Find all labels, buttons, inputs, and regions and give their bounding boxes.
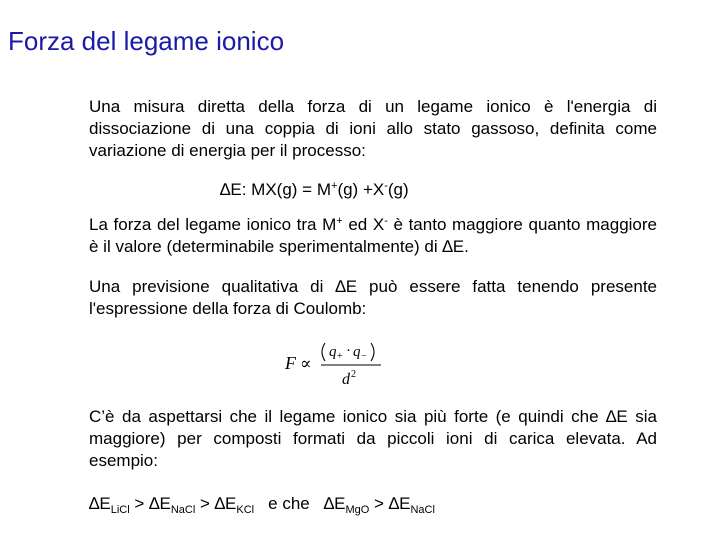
greater-than-3: > — [369, 494, 389, 513]
p2-cation-charge: + — [336, 215, 343, 227]
equation-lhs: ∆E: MX(g) = M — [220, 180, 331, 199]
formula-q1: q — [329, 344, 337, 360]
sub-licl: LiCl — [110, 504, 130, 516]
anion-charge: - — [384, 180, 388, 192]
formula-open-paren — [322, 343, 325, 361]
formula-q1-sub: + — [337, 351, 343, 362]
paragraph-dissociation-energy: Una misura diretta della forza di un legame ionico è l'energia di dissociazione di una coppia di ioni allo stato gassoso, definita come variazione di energia per il processo: — [89, 97, 657, 160]
sub-mgo: MgO — [345, 504, 370, 516]
delta-e-3: ∆E — [214, 494, 237, 513]
dissociation-equation — [220, 180, 409, 200]
energy-comparison — [89, 494, 435, 514]
formula-d: d — [342, 371, 350, 388]
p2-text-c: è tanto maggiore quanto maggiore è il valore (determinabile sperimentalmente) di ∆E. — [89, 215, 657, 256]
slide-title: Forza del legame ionico — [8, 26, 285, 56]
equation-mid: (g) +X — [337, 180, 385, 199]
delta-e-4: ∆E — [323, 494, 346, 513]
p2-anion-charge: - — [384, 215, 388, 227]
equation-end: (g) — [387, 180, 409, 199]
delta-e-5: ∆E — [388, 494, 411, 513]
delta-e-1: ∆E — [89, 494, 111, 513]
sub-nacl-2: NaCl — [410, 504, 435, 516]
cation-charge: + — [331, 180, 338, 192]
greater-than-2: > — [195, 494, 215, 513]
formula-proportional: ∝ — [300, 354, 312, 374]
p2-text-b: ed X — [342, 215, 385, 234]
formula-F: F — [285, 353, 296, 373]
greater-than-1: > — [129, 494, 150, 513]
paragraph-bond-strength — [89, 214, 657, 258]
formula-d-exponent: 2 — [351, 369, 356, 380]
paragraph-coulomb-intro: Una previsione qualitativa di ∆E può essere fatta tenendo presente l'espressione della forza di Coulomb: — [89, 277, 657, 318]
delta-e-2: ∆E — [149, 494, 171, 513]
formula-close-paren — [371, 343, 374, 361]
and-text: e che — [268, 494, 310, 513]
formula-dot: · — [346, 343, 351, 359]
formula-q2-sub: − — [361, 351, 367, 362]
sub-kcl: KCl — [236, 504, 255, 516]
coulomb-formula — [283, 340, 395, 390]
sub-nacl-1: NaCl — [170, 504, 196, 516]
paragraph-expectation: C’è da aspettarsi che il legame ionico sia più forte (e quindi che ∆E sia maggiore) per composti formati da piccoli ioni di carica elevata. Ad esempio: — [89, 407, 657, 470]
p2-text-a: La forza del legame ionico tra M — [89, 215, 337, 234]
formula-q2: q — [353, 344, 361, 360]
